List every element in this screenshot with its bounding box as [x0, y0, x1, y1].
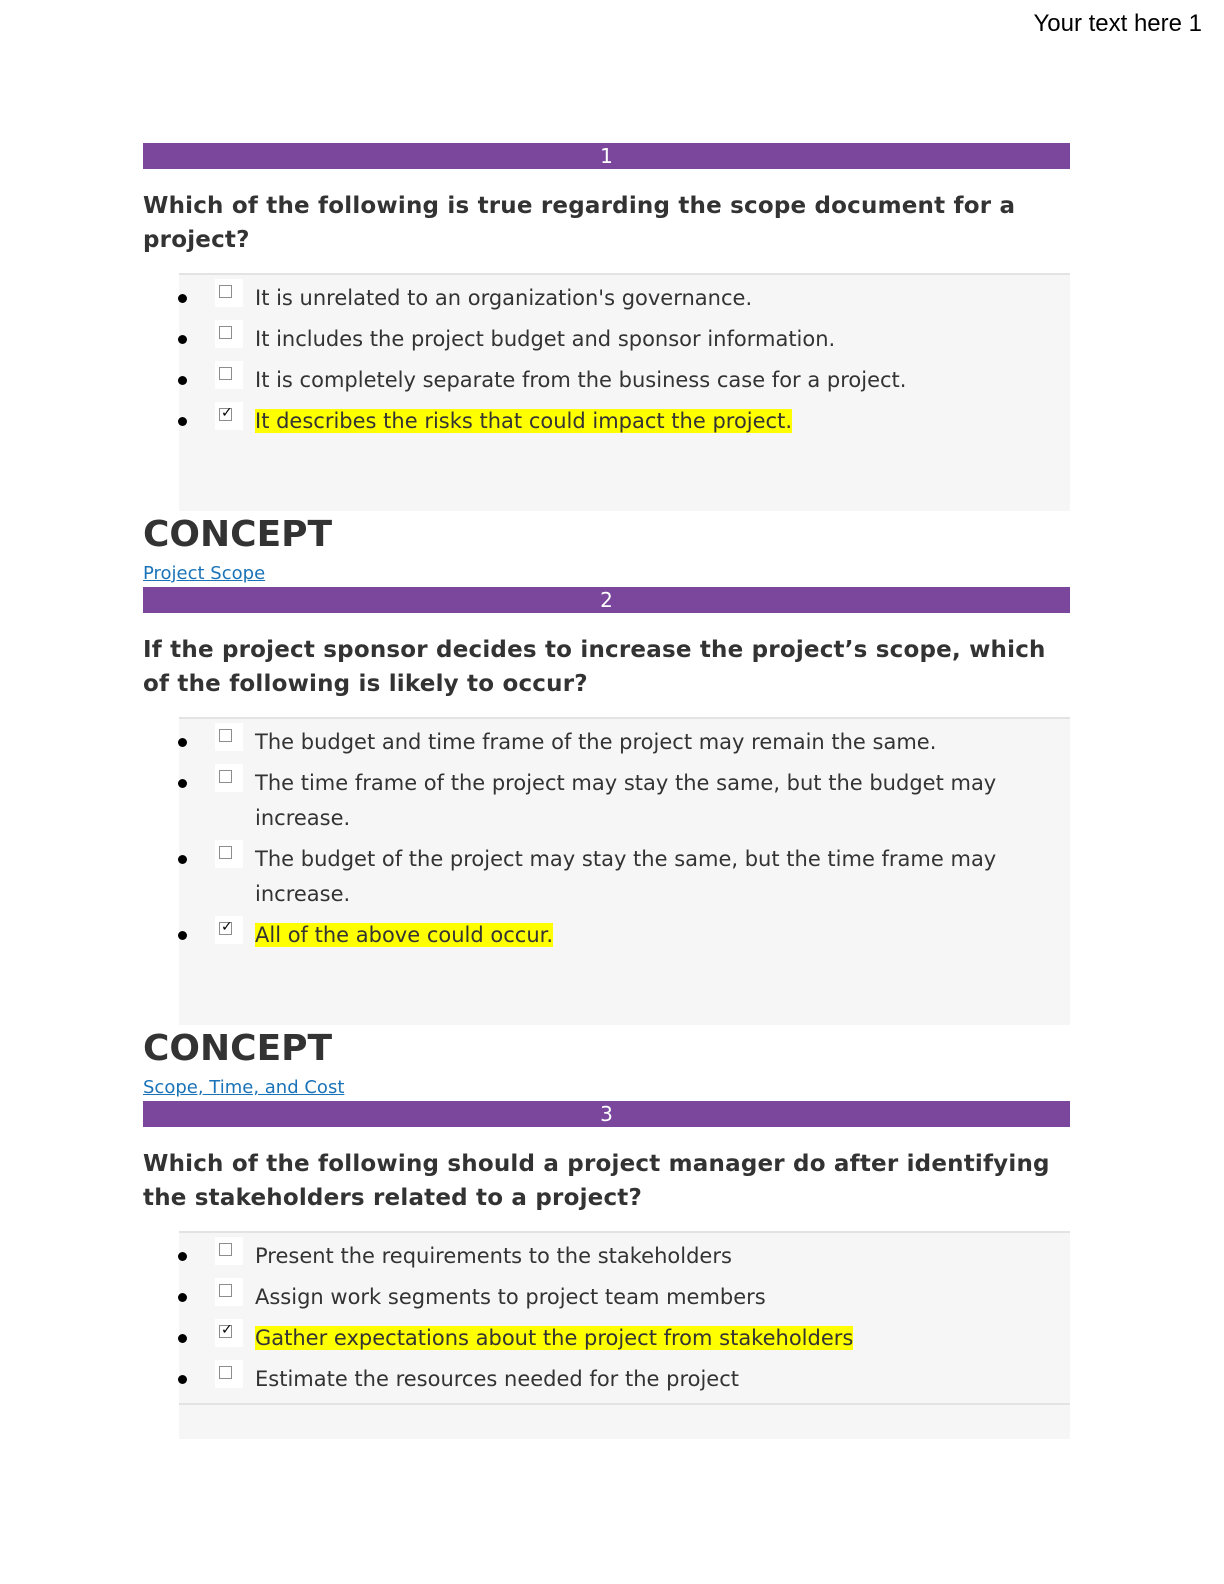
checkbox-unchecked-icon[interactable]: [219, 1366, 232, 1379]
checkbox-unchecked-icon[interactable]: [219, 326, 232, 339]
answer-text-highlighted: All of the above could occur.: [255, 923, 554, 947]
quiz-content: [143, 143, 1070, 1439]
bullet-icon: [178, 855, 187, 864]
answer-box: [179, 273, 1070, 511]
checkbox-unchecked-icon[interactable]: [219, 1284, 232, 1297]
bullet-icon: [178, 417, 187, 426]
checkbox-unchecked-icon[interactable]: [219, 770, 232, 783]
answer-text: The budget of the project may stay the same, but the time frame may increase.: [255, 847, 997, 906]
answer-option-selected[interactable]: [179, 1321, 1070, 1356]
answer-text: Estimate the resources needed for the project: [255, 1367, 739, 1391]
answer-option-selected[interactable]: [179, 918, 1070, 953]
answer-option[interactable]: [179, 725, 1070, 760]
bullet-icon: [178, 1293, 187, 1302]
answer-list: [179, 719, 1070, 953]
answer-text: It includes the project budget and sponsor information.: [255, 327, 836, 351]
answer-option-selected[interactable]: [179, 404, 1070, 439]
checkbox-checked-icon[interactable]: ✓: [221, 919, 233, 935]
concept-heading: CONCEPT: [143, 1028, 333, 1069]
answer-option[interactable]: [179, 842, 1070, 912]
question-block-1: [143, 143, 1070, 587]
question-number-bar: 1: [143, 143, 1070, 169]
answer-option[interactable]: [179, 281, 1070, 316]
answer-text: It is unrelated to an organization's governance.: [255, 286, 753, 310]
answer-text: Present the requirements to the stakeholders: [255, 1244, 732, 1268]
checkbox-unchecked-icon[interactable]: [219, 846, 232, 859]
bullet-icon: [178, 294, 187, 303]
answer-text-highlighted: Gather expectations about the project from stakeholders: [255, 1326, 854, 1350]
checkbox-unchecked-icon[interactable]: [219, 285, 232, 298]
answer-option[interactable]: [179, 363, 1070, 398]
bullet-icon: [178, 738, 187, 747]
page-header-text: Your text here 1: [1033, 10, 1202, 37]
checkbox-unchecked-icon[interactable]: [219, 1243, 232, 1256]
checkbox-unchecked-icon[interactable]: [219, 367, 232, 380]
bullet-icon: [178, 779, 187, 788]
answer-text-highlighted: It describes the risks that could impact the project.: [255, 409, 793, 433]
answer-box: [179, 1231, 1070, 1439]
concept-heading: CONCEPT: [143, 514, 333, 555]
question-block-3: [143, 1101, 1070, 1439]
answer-text: Assign work segments to project team members: [255, 1285, 766, 1309]
concept-link[interactable]: Project Scope: [143, 563, 266, 584]
question-number-bar: 2: [143, 587, 1070, 613]
answer-list: [179, 1233, 1070, 1397]
question-text: If the project sponsor decides to increase the project’s scope, which of the following is likely to occur?: [143, 637, 1046, 697]
answer-option[interactable]: [179, 322, 1070, 357]
bullet-icon: [178, 335, 187, 344]
checkbox-checked-icon[interactable]: ✓: [221, 1322, 233, 1338]
answer-option[interactable]: [179, 766, 1070, 836]
answer-list: [179, 275, 1070, 439]
checkbox-unchecked-icon[interactable]: [219, 729, 232, 742]
question-block-2: [143, 587, 1070, 1101]
answer-option[interactable]: [179, 1280, 1070, 1315]
question-text: Which of the following should a project manager do after identifying the stakeholders related to a project?: [143, 1151, 1050, 1211]
checkbox-checked-icon[interactable]: ✓: [221, 405, 233, 421]
answer-text: It is completely separate from the business case for a project.: [255, 368, 907, 392]
bullet-icon: [178, 1375, 187, 1384]
answer-option[interactable]: [179, 1362, 1070, 1397]
bullet-icon: [178, 1334, 187, 1343]
bullet-icon: [178, 376, 187, 385]
answer-option[interactable]: [179, 1239, 1070, 1274]
bullet-icon: [178, 931, 187, 940]
answer-text: The budget and time frame of the project may remain the same.: [255, 730, 937, 754]
question-text: Which of the following is true regarding the scope document for a project?: [143, 193, 1016, 253]
bullet-icon: [178, 1252, 187, 1261]
concept-link[interactable]: Scope, Time, and Cost: [143, 1077, 345, 1098]
question-number-bar: 3: [143, 1101, 1070, 1127]
answer-box: [179, 717, 1070, 1025]
answer-text: The time frame of the project may stay the same, but the budget may increase.: [255, 771, 997, 830]
